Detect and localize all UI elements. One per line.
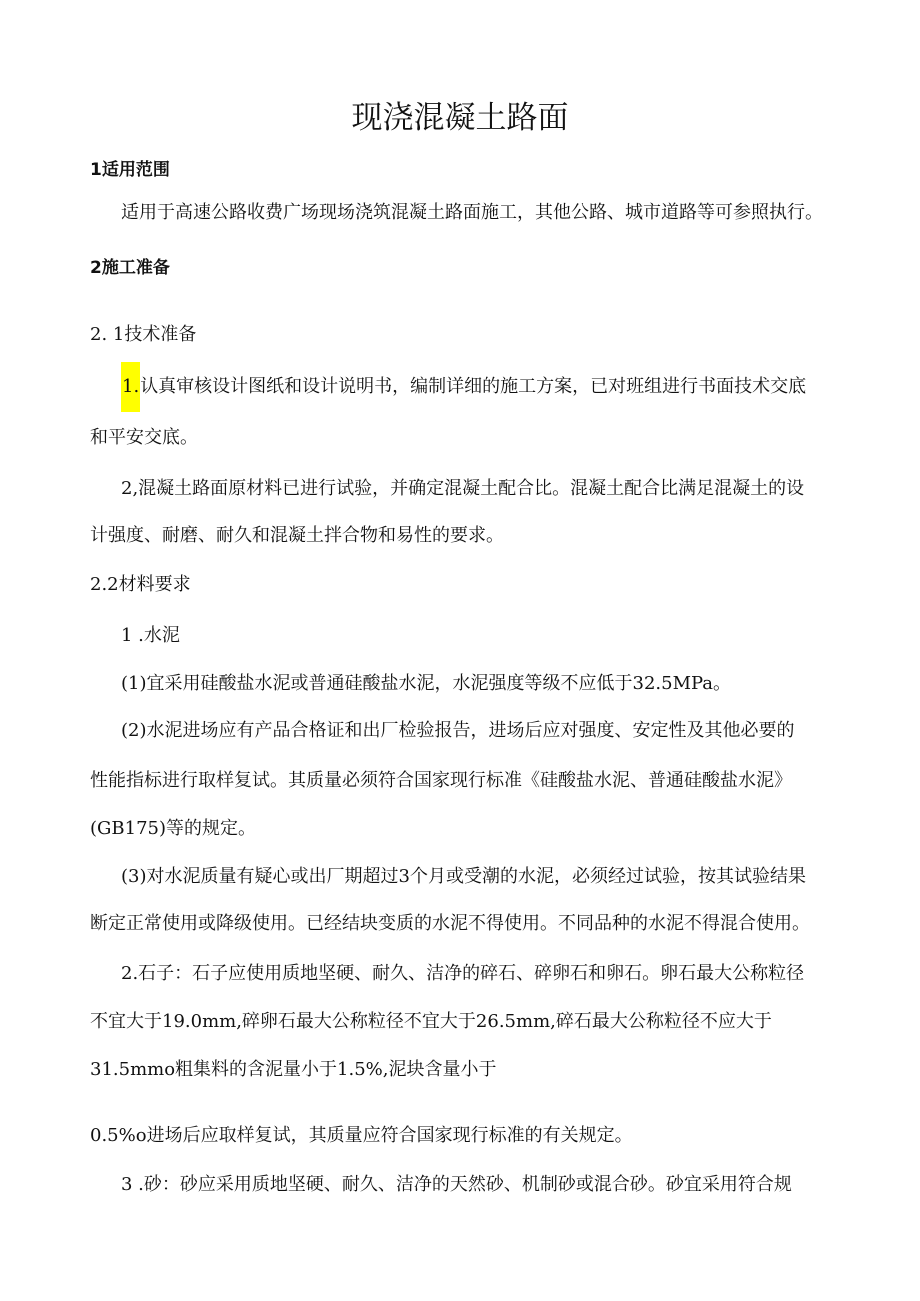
section-2-heading: 2施工准备 <box>90 258 170 278</box>
cement-item-3-line-1: (3)对水泥质量有疑心或出厂期超过3个月或受潮的水泥，必须经过试验，按其试验结果 <box>121 866 806 887</box>
item-2-continuation: 计强度、耐磨、耐久和混凝土拌合物和易性的要求。 <box>90 525 504 546</box>
subsection-2-1-heading: 2. 1技术准备 <box>90 324 197 345</box>
item-1-continuation: 和平安交底。 <box>90 427 198 448</box>
subsection-2-2-heading: 2.2材料要求 <box>90 574 191 595</box>
cement-item-2-line-1: (2)水泥进场应有产品合格证和出厂检验报告，进场后应对强度、安定性及其他必要的 <box>121 720 795 741</box>
cement-item-1: (1)宜采用硅酸盐水泥或普通硅酸盐水泥，水泥强度等级不应低于32.5MPa。 <box>121 673 732 694</box>
stone-line-4: 0.5%o进场后应取样复试，其质量应符合国家现行标准的有关规定。 <box>90 1125 633 1146</box>
sand-line-1: 3 .砂：砂应采用质地坚硬、耐久、洁净的天然砂、机制砂或混合砂。砂宜采用符合规 <box>121 1174 792 1195</box>
stone-line-1: 2.石子：石子应使用质地坚硬、耐久、洁净的碎石、碎卵石和卵石。卵石最大公称粒径 <box>121 963 805 984</box>
stone-line-3: 31.5mmo粗集料的含泥量小于1.5%,泥块含量小于 <box>90 1059 497 1080</box>
cement-item-2-line-3: (GB175)等的规定。 <box>90 818 257 839</box>
section-1-body: 适用于高速公路收费广场现场浇筑混凝土路面施工，其他公路、城市道路等可参照执行。 <box>121 202 823 223</box>
item-1-paragraph <box>121 375 806 412</box>
cement-item-2-line-2: 性能指标进行取样复试。其质量必须符合国家现行标准《硅酸盐水泥、普通硅酸盐水泥》 <box>90 770 792 791</box>
page-title: 现浇混凝土路面 <box>351 100 569 136</box>
section-1-heading: 1适用范围 <box>90 160 170 180</box>
cement-heading: 1 .水泥 <box>121 625 180 646</box>
highlighted-item-number: 1. <box>121 362 140 412</box>
item-2-paragraph: 2,混凝土路面原材料已进行试验，并确定混凝土配合比。混凝土配合比满足混凝土的设 <box>121 478 805 499</box>
item-1-text: 认真审核设计图纸和设计说明书，编制详细的施工方案，已对班组进行书面技术交底 <box>140 376 807 397</box>
stone-line-2: 不宜大于19.0mm,碎卵石最大公称粒径不宜大于26.5mm,碎石最大公称粒径不应大于 <box>90 1011 772 1032</box>
cement-item-3-line-2: 断定正常使用或降级使用。已经结块变质的水泥不得使用。不同品种的水泥不得混合使用。 <box>90 913 810 934</box>
